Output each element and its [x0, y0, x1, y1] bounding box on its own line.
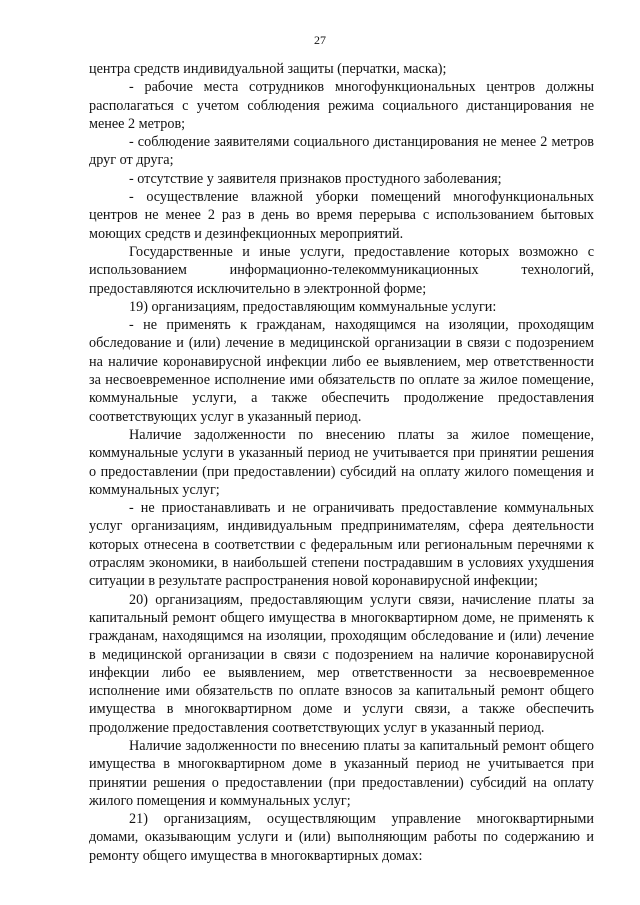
- paragraph: Государственные и иные услуги, предоставление которых возможно с использованием информационно-телекоммуникационных технологий, предоставляются исключительно в электронной форме;: [89, 243, 594, 297]
- paragraph: центра средств индивидуальной защиты (перчатки, маска);: [89, 61, 447, 77]
- paragraph: - не применять к гражданам, находящимся на изоляции, проходящим обследование и (или) лечение в медицинской организации в связи с подозрением на наличие коронавирусной инфекции либо ее выявлением, мер ответственности за несвоевременное исполнение ими обязательств по оплате за жилое помещение, коммунальные услуги, а также обеспечить продолжение предоставления соответствующих услуг в указанный период.: [89, 317, 594, 425]
- paragraph: 19) организациям, предоставляющим коммунальные услуги:: [129, 298, 497, 315]
- page-number: 27: [314, 33, 326, 47]
- paragraph: - отсутствие у заявителя признаков простудного заболевания;: [129, 170, 502, 187]
- paragraph: - не приостанавливать и не ограничивать предоставление коммунальных услуг организациям, индивидуальным предпринимателям, сфера деятельности которых отнесена в соответствии с федеральным или региональным перечнями к отраслям экономики, в наибольшей степени пострадавшим в условиях ухудшения ситуации в результате распространения новой коронавирусной инфекции;: [89, 500, 594, 590]
- paragraph: 20) организациям, предоставляющим услуги связи, начисление платы за капитальный ремонт общего имущества в многоквартирном доме, не применять к гражданам, находящимся на изоляции, проходящим обследование и (или) лечение в медицинской организации в связи с подозрением на наличие коронавирусной инфекции либо ее выявлением, мер ответственности за несвоевременное исполнение ими обязательств по оплате взносов за капитальный ремонт общего имущества в многоквартирном доме и услуги связи, а также обеспечить продолжение предоставления соответствующих услуг в указанный период.: [89, 591, 594, 736]
- body-text: [89, 60, 594, 865]
- paragraph: - рабочие места сотрудников многофункциональных центров должны располагаться с учетом соблюдения режима социального дистанцирования не менее 2 метров;: [89, 79, 594, 132]
- paragraph: - осуществление влажной уборки помещений многофункциональных центров не менее 2 раз в день во время перерыва с использованием бытовых моющих средств и дезинфекционных мероприятий.: [89, 189, 594, 242]
- paragraph: - соблюдение заявителями социального дистанцирования не менее 2 метров друг от друга;: [89, 134, 594, 169]
- paragraph: Наличие задолженности по внесению платы за капитальный ремонт общего имущества в многоквартирном доме в указанный период не учитывается при принятии решения о предоставлении (при предоставлении) субсидий на оплату жилого помещения и коммунальных услуг;: [89, 737, 594, 809]
- paragraph: Наличие задолженности по внесению платы за жилое помещение, коммунальные услуги в указанный период не учитывается при принятии решения о предоставлении (при предоставлении) субсидий на оплату жилого помещения и коммунальных услуг;: [89, 426, 594, 498]
- paragraph: 21) организациям, осуществляющим управление многоквартирными домами, оказывающим услуги и (или) выполняющим работы по содержанию и ремонту общего имущества в многоквартирных домах:: [89, 811, 594, 864]
